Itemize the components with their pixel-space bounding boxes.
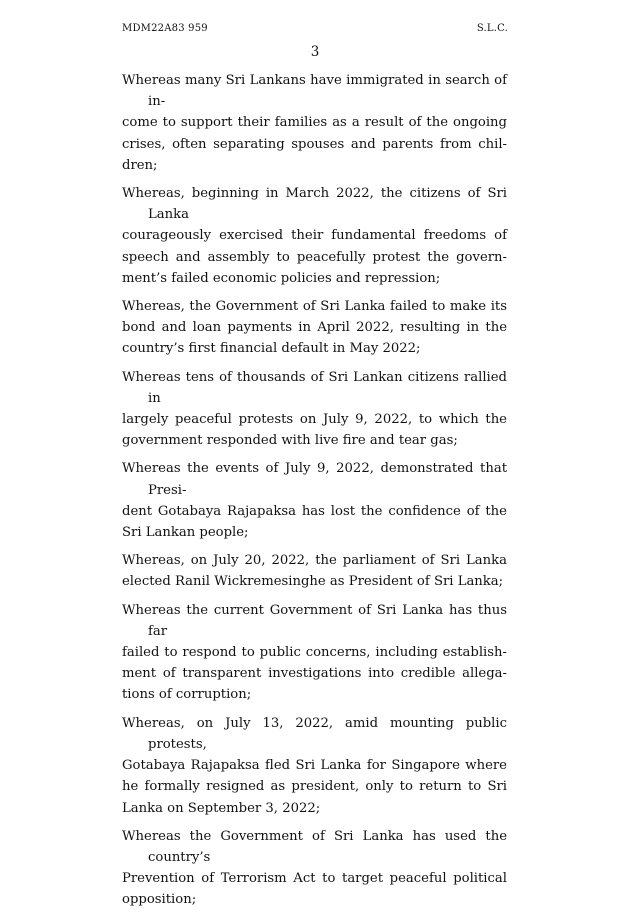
clause-line: ment of transparent investigations into credible allega-	[122, 666, 507, 682]
clause-line: Sri Lankan people;	[122, 525, 249, 541]
clause-line: ment’s failed economic policies and repression;	[122, 270, 441, 286]
clause-line: Whereas tens of thousands of Sri Lankan citizens rallied in	[122, 369, 507, 406]
whereas-clause	[122, 367, 507, 452]
clause-line: Whereas the Government of Sri Lanka has used the country’s	[122, 828, 507, 865]
clause-line: speech and assembly to peacefully protest the govern-	[122, 249, 507, 265]
clause-line: tions of corruption;	[122, 687, 252, 703]
clause-line: crises, often separating spouses and parents from chil-	[122, 136, 507, 152]
whereas-clause	[122, 600, 507, 706]
clause-line: elected Ranil Wickremesinghe as President of Sri Lanka;	[122, 574, 504, 590]
clause-line: government responded with live fire and tear gas;	[122, 433, 458, 449]
clause-line: opposition;	[122, 892, 197, 908]
document-body	[122, 70, 507, 918]
clause-line: failed to respond to public concerns, including establish-	[122, 645, 507, 661]
whereas-clause	[122, 296, 507, 360]
clause-line: Lanka on September 3, 2022;	[122, 800, 321, 816]
clause-line: dren;	[122, 157, 158, 173]
clause-line: Whereas, the Government of Sri Lanka failed to make its	[122, 299, 507, 315]
clause-line: Gotabaya Rajapaksa fled Sri Lanka for Singapore where	[122, 758, 507, 774]
clause-line: dent Gotabaya Rajapaksa has lost the confidence of the	[122, 503, 507, 519]
whereas-clause	[122, 550, 507, 592]
page-number: 3	[310, 44, 320, 60]
clause-line: come to support their families as a result of the ongoing	[122, 115, 507, 131]
clause-line: he formally resigned as president, only to return to Sri	[122, 779, 507, 795]
clause-line: Whereas, on July 20, 2022, the parliament of Sri Lanka	[122, 553, 507, 569]
clause-line: Whereas the current Government of Sri Lanka has thus far	[122, 602, 507, 639]
clause-line: largely peaceful protests on July 9, 2022, to which the	[122, 412, 507, 428]
clause-line: Whereas, on July 13, 2022, amid mounting public protests,	[122, 715, 507, 752]
clause-line: courageously exercised their fundamental freedoms of	[122, 228, 507, 244]
clause-line: Whereas, beginning in March 2022, the citizens of Sri Lanka	[122, 186, 507, 223]
clause-line: Whereas the events of July 9, 2022, demonstrated that Presi-	[122, 461, 507, 498]
whereas-clause	[122, 458, 507, 543]
whereas-clause	[122, 826, 507, 911]
whereas-clause	[122, 183, 507, 289]
whereas-clause	[122, 713, 507, 819]
whereas-clause	[122, 70, 507, 176]
clause-line: Prevention of Terrorism Act to target peaceful political	[122, 871, 507, 887]
clause-line: bond and loan payments in April 2022, resulting in the	[122, 320, 507, 336]
clause-line: Whereas many Sri Lankans have immigrated in search of in-	[122, 73, 507, 110]
document-id: MDM22A83 959	[122, 23, 208, 34]
document-code: S.L.C.	[476, 23, 508, 34]
clause-line: country’s first financial default in May 2022;	[122, 341, 421, 357]
